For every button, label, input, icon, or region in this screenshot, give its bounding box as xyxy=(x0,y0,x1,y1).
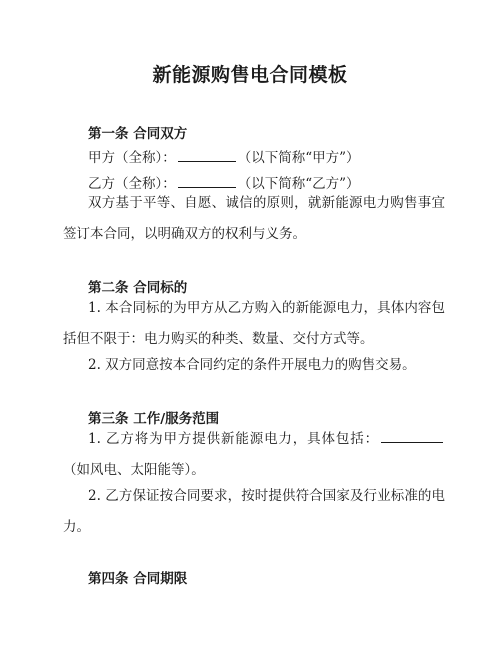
energy-type-blank xyxy=(381,428,443,443)
party-a-line xyxy=(63,147,445,167)
document-title: 新能源购售电合同模板 xyxy=(152,64,348,86)
party-b-alias: （以下简称“乙方”） xyxy=(237,176,360,192)
party-a-label: 甲方（全称）： xyxy=(88,150,176,166)
scope-clause-1-text: 1. 乙方将为甲方提供新能源电力，具体包括： xyxy=(88,431,379,447)
party-a-name-blank xyxy=(178,147,236,162)
section-heading-parties: 第一条 合同双方 xyxy=(88,126,188,142)
subject-clause-2: 2. 双方同意按本合同约定的条件开展电力的购售交易。 xyxy=(88,357,416,373)
scope-clause-1-example: （如风电、太阳能等）。 xyxy=(63,462,205,478)
parties-principle-paragraph: 双方基于平等、自愿、诚信的原则，就新能源电力购售事宜签订本合同，以明确双方的权利与义务。 xyxy=(63,195,445,242)
scope-clause-2: 2. 乙方保证按合同要求，按时提供符合国家及行业标准的电力。 xyxy=(63,488,445,535)
scope-clause-1 xyxy=(63,424,445,486)
party-b-label: 乙方（全称）： xyxy=(88,176,176,192)
party-b-name-blank xyxy=(178,173,236,188)
section-heading-subject: 第二条 合同标的 xyxy=(88,280,188,296)
section-heading-scope: 第三条 工作/服务范围 xyxy=(88,411,220,427)
party-a-alias: （以下简称“甲方”） xyxy=(237,150,360,166)
subject-clause-1: 1. 本合同标的为甲方从乙方购入的新能源电力，具体内容包括但不限于：电力购买的种类、数量、交付方式等。 xyxy=(63,300,445,347)
section-heading-term: 第四条 合同期限 xyxy=(88,571,188,587)
